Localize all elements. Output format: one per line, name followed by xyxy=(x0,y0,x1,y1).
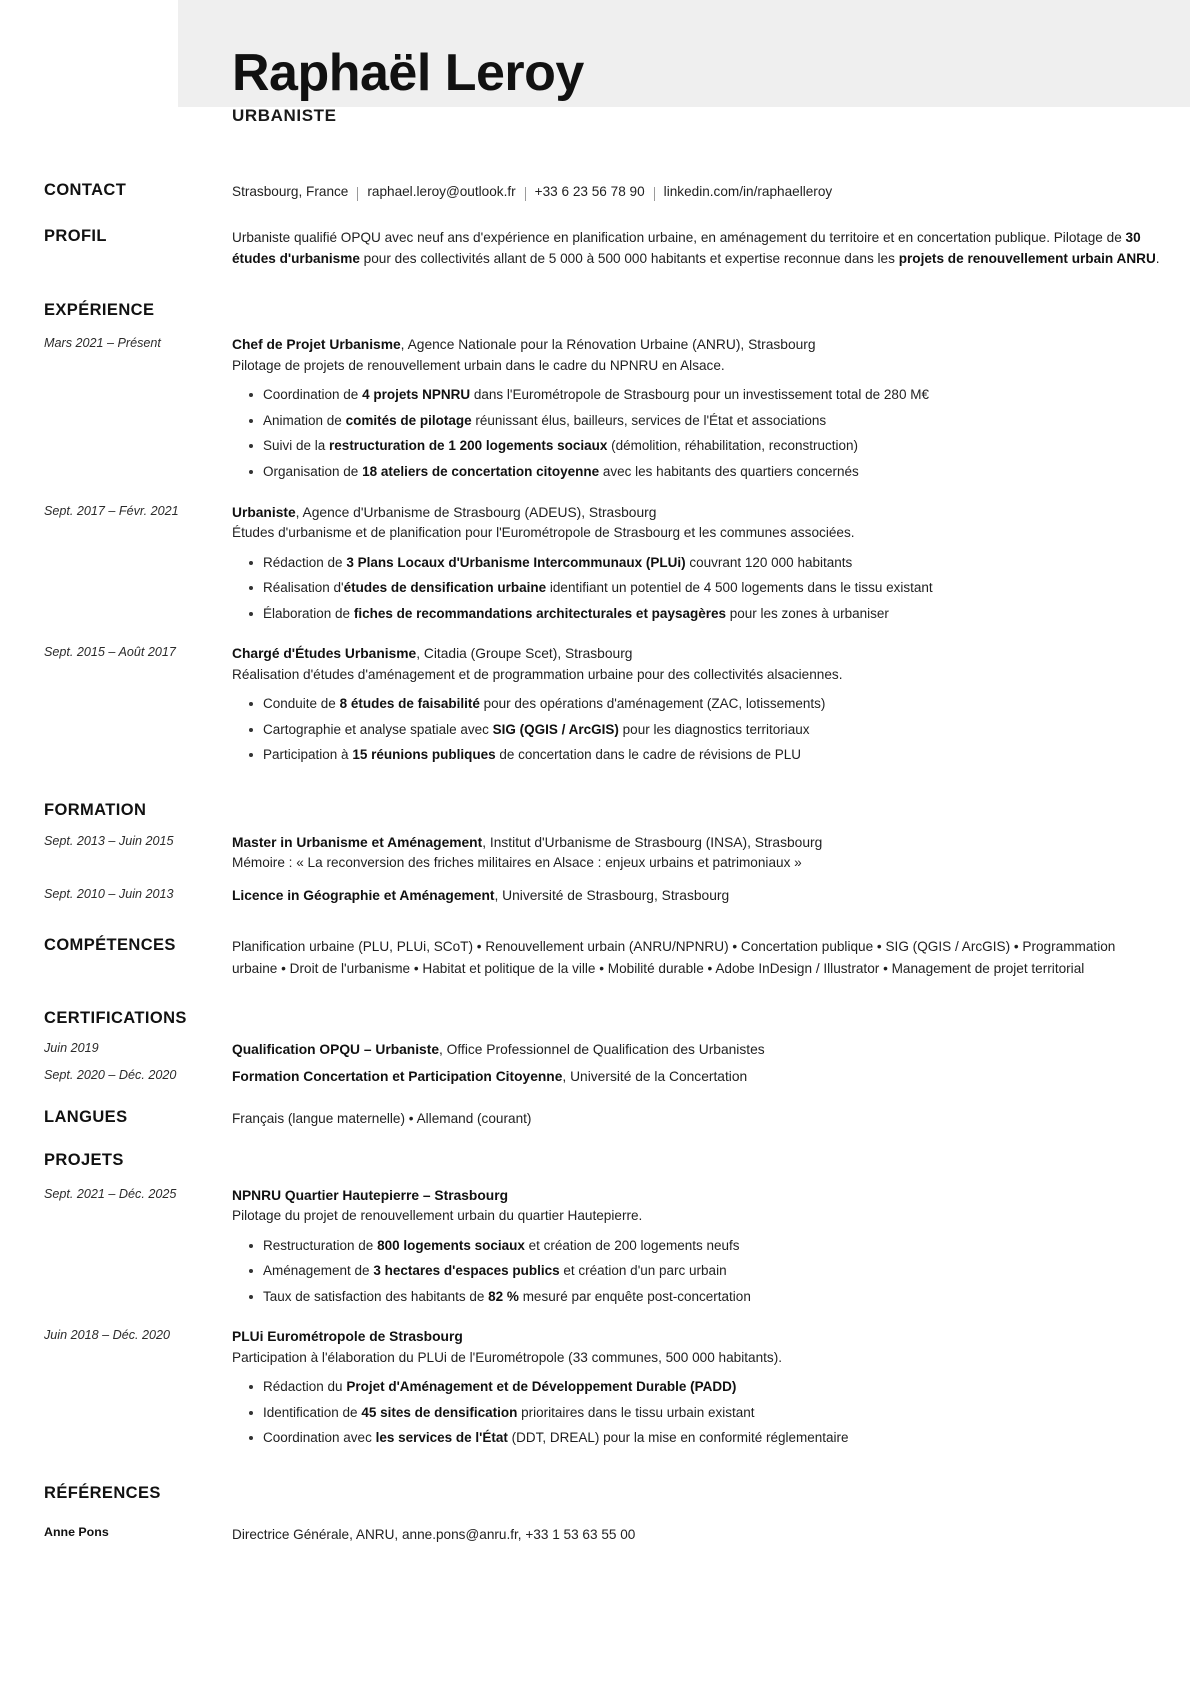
entry-role: NPNRU Quartier Hautepierre – Strasbourg xyxy=(232,1187,509,1203)
entry-company: , Agence d'Urbanisme de Strasbourg (ADEUS), Strasbourg xyxy=(295,504,657,520)
section-label-contact: CONTACT xyxy=(44,181,127,200)
contact-email[interactable]: raphael.leroy@outlook.fr xyxy=(367,184,516,200)
competences-text: Planification urbaine (PLU, PLUi, SCoT) • Renouvellement urbain (ANRU/NPNRU) • Concertation publique • SIG (QGIS / ArcGIS) • Programmation urbaine • Droit de l'urbanisme • Habitat et politique de la ville • Mobilité durable • Adobe InDesign / Illustrator • Management de projet territorial xyxy=(232,939,1116,976)
bullet-item xyxy=(263,1236,1162,1257)
bullet-text-bold: Projet d'Aménagement et de Développement Durable (PADD) xyxy=(346,1379,737,1395)
bullet-text-post: de concertation dans le cadre de révisions de PLU xyxy=(495,747,802,763)
entry-content-col xyxy=(232,1067,1162,1088)
entry-title xyxy=(232,1067,1162,1088)
bullet-text-bold: 8 études de faisabilité xyxy=(339,696,480,712)
entry-date-col xyxy=(44,335,232,352)
entry-content-col xyxy=(232,1524,1162,1545)
competences-content xyxy=(232,936,1162,979)
entry-row xyxy=(0,1327,1190,1454)
references-label-col xyxy=(44,1484,232,1504)
entry-content-col xyxy=(232,833,1162,874)
entry-date-col xyxy=(44,886,232,903)
experience-list xyxy=(0,335,1190,770)
projets-label-col xyxy=(44,1151,232,1171)
bullet-text-post: pour des opérations d'aménagement (ZAC, lotissements) xyxy=(479,696,826,712)
entry-date-col xyxy=(44,1524,232,1541)
entry-dates: Juin 2018 – Déc. 2020 xyxy=(44,1328,171,1343)
bullet-item xyxy=(263,720,1162,741)
bullet-text-pre: Cartographie et analyse spatiale avec xyxy=(263,721,493,737)
entry-dates: Sept. 2020 – Déc. 2020 xyxy=(44,1067,177,1082)
bullet-item xyxy=(263,436,1162,457)
profil-text-2: pour des collectivités allant de 5 000 à 500 000 habitants et expertise reconnue dans les xyxy=(359,251,899,267)
bullet-text-pre: Coordination avec xyxy=(263,1430,376,1446)
competences-section xyxy=(0,936,1190,979)
contact-line xyxy=(232,181,1162,202)
bullet-item xyxy=(263,385,1162,406)
entry-dates: Sept. 2015 – Août 2017 xyxy=(44,645,176,660)
reference-detail: Directrice Générale, ANRU, anne.pons@anru.fr, +33 1 53 63 55 00 xyxy=(232,1526,636,1542)
section-label-references: RÉFÉRENCES xyxy=(44,1483,161,1502)
formation-list xyxy=(0,833,1190,907)
bullet-text-pre: Restructuration de xyxy=(263,1237,378,1253)
entry-company: , Citadia (Groupe Scet), Strasbourg xyxy=(416,646,633,662)
bullet-text-post: avec les habitants des quartiers concernés xyxy=(599,463,859,479)
entry-dates: Sept. 2013 – Juin 2015 xyxy=(44,833,174,848)
contact-location: Strasbourg, France xyxy=(232,184,349,200)
entry-summary: Réalisation d'études d'aménagement et de programmation urbaine pour des collectivités alsaciennes. xyxy=(232,666,843,682)
entry-date-col xyxy=(44,644,232,661)
bullet-text-pre: Taux de satisfaction des habitants de xyxy=(263,1288,489,1304)
entry-row xyxy=(0,1067,1190,1088)
bullet-text-pre: Aménagement de xyxy=(263,1263,374,1279)
bullet-item xyxy=(263,462,1162,483)
bullet-item xyxy=(263,1287,1162,1308)
langues-section xyxy=(0,1108,1190,1129)
bullet-list xyxy=(232,385,1162,482)
bullet-item xyxy=(263,604,1162,625)
bullet-text-post: identifiant un potentiel de 4 500 logements dans le tissu existant xyxy=(546,580,933,596)
bullet-text-pre: Identification de xyxy=(263,1404,362,1420)
bullet-text-bold: études de densification urbaine xyxy=(343,580,547,596)
bullet-item xyxy=(263,745,1162,766)
entry-summary: Pilotage du projet de renouvellement urbain du quartier Hautepierre. xyxy=(232,1208,643,1224)
entry-title xyxy=(232,886,1162,907)
certification-title: Qualification OPQU – Urbaniste xyxy=(232,1042,439,1058)
entry-dates: Sept. 2010 – Juin 2013 xyxy=(44,886,174,901)
bullet-text-post: mesuré par enquête post-concertation xyxy=(518,1288,751,1304)
bullet-text-bold: 45 sites de densification xyxy=(361,1404,518,1420)
bullet-list xyxy=(232,1236,1162,1308)
contact-values xyxy=(232,181,1162,202)
competences-label-col xyxy=(44,936,232,956)
entry-role: PLUi Eurométropole de Strasbourg xyxy=(232,1329,463,1345)
section-label-competences: COMPÉTENCES xyxy=(44,936,176,955)
profil-bold-1: 30 études d'urbanisme xyxy=(232,229,1141,267)
contact-separator-icon xyxy=(525,187,526,201)
entry-row xyxy=(0,1186,1190,1313)
entry-dates: Juin 2019 xyxy=(44,1041,99,1056)
certifications-list xyxy=(0,1040,1190,1087)
school-name: , Institut d'Urbanisme de Strasbourg (INSA), Strasbourg xyxy=(482,834,823,850)
bullet-item xyxy=(263,694,1162,715)
certifications-label-col xyxy=(44,1009,232,1029)
school-name: , Université de Strasbourg, Strasbourg xyxy=(494,887,730,903)
entry-row xyxy=(0,1524,1190,1545)
bullet-text-post: (démolition, réhabilitation, reconstruction) xyxy=(607,438,859,454)
bullet-text-pre: Rédaction de xyxy=(263,554,347,570)
bullet-text-pre: Conduite de xyxy=(263,696,340,712)
entry-role: Chargé d'Études Urbanisme xyxy=(232,646,417,662)
contact-separator-icon xyxy=(654,187,655,201)
bullet-item xyxy=(263,578,1162,599)
entry-date-col xyxy=(44,1040,232,1057)
bullet-text-post: pour les zones à urbaniser xyxy=(726,605,889,621)
entry-title xyxy=(232,644,1162,665)
candidate-name: Raphaël Leroy xyxy=(232,44,584,102)
entry-title xyxy=(232,1327,1162,1348)
entry-title xyxy=(232,1186,1162,1207)
entry-row xyxy=(0,335,1190,487)
projets-heading-row xyxy=(0,1151,1190,1171)
bullet-text-post: pour les diagnostics territoriaux xyxy=(618,721,810,737)
section-label-projets: PROJETS xyxy=(44,1150,124,1169)
entry-summary: Pilotage de projets de renouvellement urbain dans le cadre du NPNRU en Alsace. xyxy=(232,358,725,374)
entry-content-col xyxy=(232,886,1162,907)
bullet-item xyxy=(263,1261,1162,1282)
section-label-langues: LANGUES xyxy=(44,1108,128,1127)
profil-text-1: Urbaniste qualifié OPQU avec neuf ans d'expérience en planification urbaine, en aménagement du territoire et en concertation publique. Pilotage de xyxy=(232,229,1126,245)
degree-name: Master in Urbanisme et Aménagement xyxy=(232,834,483,850)
entry-content-col xyxy=(232,335,1162,487)
bullet-text-post: dans l'Eurométropole de Strasbourg pour un investissement total de 280 M€ xyxy=(470,387,929,403)
entry-company: , Agence Nationale pour la Rénovation Urbaine (ANRU), Strasbourg xyxy=(400,337,816,353)
experience-label-col xyxy=(44,301,232,321)
contact-linkedin[interactable]: linkedin.com/in/raphaelleroy xyxy=(663,184,833,200)
entry-role: Urbaniste xyxy=(232,504,296,520)
entry-title xyxy=(232,335,1162,356)
bullet-text-bold: 3 hectares d'espaces publics xyxy=(373,1263,560,1279)
bullet-text-pre: Rédaction du xyxy=(263,1379,347,1395)
entry-role: Chef de Projet Urbanisme xyxy=(232,337,401,353)
bullet-text-post: et création de 200 logements neufs xyxy=(524,1237,740,1253)
entry-date-col xyxy=(44,833,232,850)
bullet-text-bold: SIG (QGIS / ArcGIS) xyxy=(492,721,619,737)
bullet-text-pre: Animation de xyxy=(263,412,346,428)
bullet-text-bold: 3 Plans Locaux d'Urbanisme Intercommunaux (PLUi) xyxy=(346,554,686,570)
entry-date-col xyxy=(44,1186,232,1203)
bullet-item xyxy=(263,411,1162,432)
bullet-text-pre: Suivi de la xyxy=(263,438,330,454)
entry-title xyxy=(232,503,1162,524)
entry-content-col xyxy=(232,1327,1162,1454)
entry-row xyxy=(0,644,1190,771)
bullet-text-post: et création d'un parc urbain xyxy=(559,1263,727,1279)
bullet-text-bold: comités de pilotage xyxy=(345,412,472,428)
section-label-experience: EXPÉRIENCE xyxy=(44,300,155,319)
entry-row xyxy=(0,1040,1190,1061)
references-heading-row xyxy=(0,1484,1190,1504)
bullet-text-pre: Élaboration de xyxy=(263,605,354,621)
profil-label-col xyxy=(44,227,232,247)
formation-heading-row xyxy=(0,801,1190,821)
entry-row xyxy=(0,886,1190,907)
bullet-text-bold: 800 logements sociaux xyxy=(377,1237,525,1253)
contact-phone[interactable]: +33 6 23 56 78 90 xyxy=(534,184,645,200)
section-label-formation: FORMATION xyxy=(44,800,147,819)
bullet-text-bold: restructuration de 1 200 logements sociaux xyxy=(329,438,608,454)
bullet-text-pre: Coordination de xyxy=(263,387,363,403)
entry-dates: Mars 2021 – Présent xyxy=(44,336,161,351)
entry-title xyxy=(232,833,1162,854)
certification-issuer: , Office Professionnel de Qualification des Urbanistes xyxy=(439,1042,765,1058)
profil-section xyxy=(0,227,1190,270)
profil-bold-2: projets de renouvellement urbain ANRU xyxy=(898,251,1156,267)
bullet-text-pre: Réalisation d' xyxy=(263,580,344,596)
projets-list xyxy=(0,1186,1190,1454)
entry-content-col xyxy=(232,1040,1162,1061)
formation-label-col xyxy=(44,801,232,821)
contact-label-col xyxy=(44,181,232,201)
entry-date-col xyxy=(44,1067,232,1084)
contact-section xyxy=(0,181,1190,202)
langues-content xyxy=(232,1108,1162,1129)
entry-date-col xyxy=(44,1327,232,1344)
entry-dates: Sept. 2021 – Déc. 2025 xyxy=(44,1186,177,1201)
langues-text: Français (langue maternelle) • Allemand (courant) xyxy=(232,1111,532,1127)
entry-date-col xyxy=(44,503,232,520)
bullet-list xyxy=(232,694,1162,766)
section-label-profil: PROFIL xyxy=(44,226,107,245)
bullet-list xyxy=(232,553,1162,625)
entry-content-col xyxy=(232,503,1162,630)
entry-summary: Participation à l'élaboration du PLUi de l'Eurométropole (33 communes, 500 000 habitants). xyxy=(232,1350,783,1365)
reference-name: Anne Pons xyxy=(44,1524,109,1539)
certifications-heading-row xyxy=(0,1009,1190,1029)
bullet-text-pre: Organisation de xyxy=(263,463,363,479)
entry-summary: Études d'urbanisme et de planification pour l'Eurométropole de Strasbourg et les communes associées. xyxy=(232,525,855,541)
degree-name: Licence in Géographie et Aménagement xyxy=(232,887,495,903)
bullet-item xyxy=(263,1403,1162,1424)
candidate-job-title: URBANISTE xyxy=(232,106,337,126)
bullet-text-post: prioritaires dans le tissu urbain existant xyxy=(517,1404,755,1420)
entry-dates: Sept. 2017 – Févr. 2021 xyxy=(44,503,179,518)
bullet-text-bold: fiches de recommandations architecturales et paysagères xyxy=(353,605,726,621)
bullet-text-bold: 15 réunions publiques xyxy=(352,747,496,763)
entry-row xyxy=(0,503,1190,630)
bullet-list xyxy=(232,1377,1162,1449)
profil-text-3: . xyxy=(1155,251,1160,267)
certification-title: Formation Concertation et Participation Citoyenne xyxy=(232,1068,563,1084)
entry-content-col xyxy=(232,1186,1162,1313)
bullet-text-bold: les services de l'État xyxy=(375,1430,508,1446)
certification-issuer: , Université de la Concertation xyxy=(562,1068,748,1084)
bullet-item xyxy=(263,1428,1162,1449)
experience-heading-row xyxy=(0,301,1190,321)
degree-note: Mémoire : « La reconversion des friches militaires en Alsace : enjeux urbains et patrimoniaux » xyxy=(232,855,802,871)
entry-title xyxy=(232,1040,1162,1061)
bullet-item xyxy=(263,553,1162,574)
bullet-item xyxy=(263,1377,1162,1398)
header xyxy=(0,0,1190,126)
langues-label-col xyxy=(44,1108,232,1128)
bullet-text-bold: 82 % xyxy=(488,1288,519,1304)
bullet-text-post: (DDT, DREAL) pour la mise en conformité réglementaire xyxy=(507,1430,849,1446)
contact-separator-icon xyxy=(357,187,358,201)
bullet-text-bold: 18 ateliers de concertation citoyenne xyxy=(362,463,600,479)
profil-paragraph xyxy=(232,227,1162,270)
bullet-text-pre: Participation à xyxy=(263,747,353,763)
references-list xyxy=(0,1524,1190,1545)
section-label-certifications: CERTIFICATIONS xyxy=(44,1009,187,1028)
bullet-text-post: couvrant 120 000 habitants xyxy=(685,554,853,570)
bullet-text-post: réunissant élus, bailleurs, services de l'État et associations xyxy=(471,412,827,428)
profil-content xyxy=(232,227,1162,270)
entry-row xyxy=(0,833,1190,874)
entry-content-col xyxy=(232,644,1162,771)
bullet-text-bold: 4 projets NPNRU xyxy=(362,387,471,403)
